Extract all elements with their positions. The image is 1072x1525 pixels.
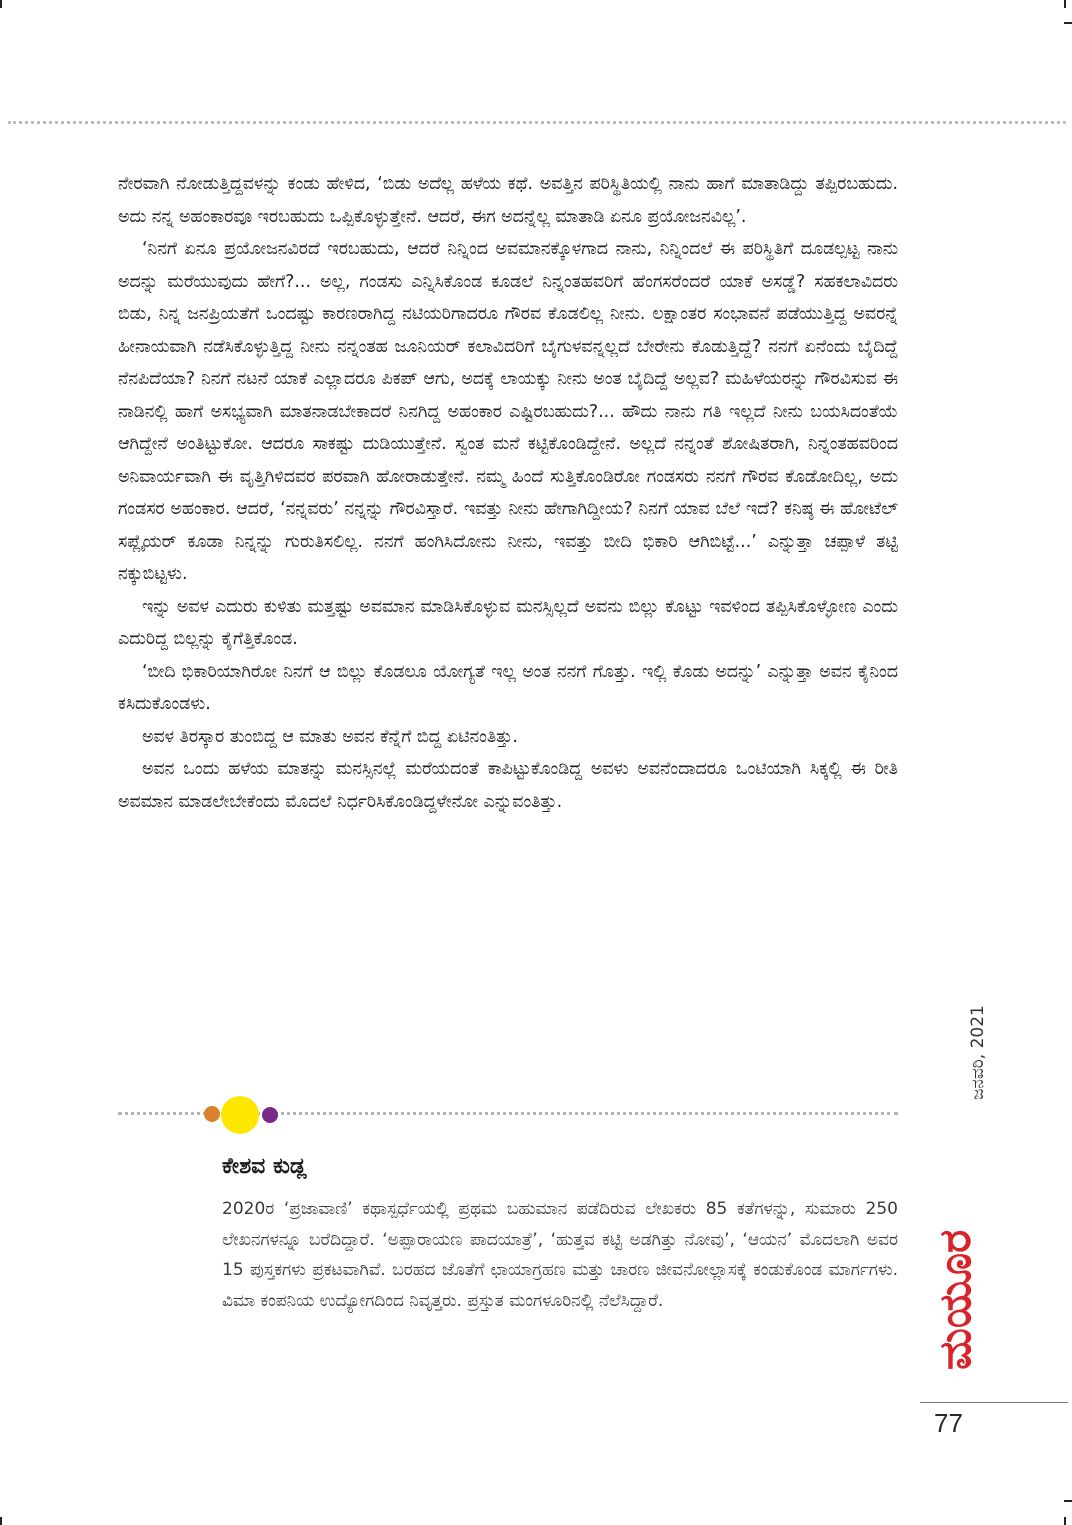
- author-bio: 2020ರ ‘ಪ್ರಜಾವಾಣಿ’ ಕಥಾಸ್ಪರ್ಧೆಯಲ್ಲಿ ಪ್ರಥಮ ಬಹುಮಾನ ಪಡೆದಿರುವ ಲೇಖಕರು 85 ಕತೆಗಳನ್ನು, ಸುಮಾರು 250 ಲೇಖನಗಳನ್ನೂ ಬರೆದಿದ್ದಾರೆ. ‘ಅಪ್ಪಾರಾಯಣ ಪಾದಯಾತ್ರೆ’, ‘ಹುತ್ತವ ಕಟ್ಟಿ ಅಡಗಿತ್ತು ನೋವು’, ‘ಆಯನ’ ಮೊದಲಾಗಿ ಅವರ 15 ಪುಸ್ತಕಗಳು ಪ್ರಕಟವಾಗಿವೆ. ಬರಹದ ಜೊತೆಗೆ ಛಾಯಾಗ್ರಹಣ ಮತ್ತು ಚಾರಣ ಜೀವನೋಲ್ಲಾಸಕ್ಕೆ ಕಂಡುಕೊಂಡ ಮಾರ್ಗಗಳು. ವಿಮಾ ಕಂಪನಿಯ ಉದ್ಯೋಗದಿಂದ ನಿವೃತ್ತರು. ಪ್ರಸ್ತುತ ಮಂಗಳೂರಿನಲ್ಲಿ ನೆಲೆಸಿದ್ದಾರೆ.: [222, 1199, 898, 1311]
- issue-date: ಜನವರಿ, 2021: [968, 1005, 988, 1100]
- story-paragraph: ಅವನ ಒಂದು ಹಳೆಯ ಮಾತನ್ನು ಮನಸ್ಸಿನಲ್ಲೆ ಮರೆಯದಂತೆ ಕಾಪಿಟ್ಟುಕೊಂಡಿದ್ದ ಅವಳು ಅವನೆಂದಾದರೂ ಒಂಟಿಯಾಗಿ ಸಿಕ್ಕಲ್ಲಿ ಈ ರೀತಿ ಅವಮಾನ ಮಾಡಲೇಬೇಕೆಂದು ಮೊದಲೆ ನಿರ್ಧರಿಸಿಕೊಂಡಿದ್ದಳೇನೋ ಎನ್ನುವಂತಿತ್ತು.: [118, 759, 898, 812]
- story-paragraph: ‘ಬೀದಿ ಭಿಕಾರಿಯಾಗಿರೋ ನಿನಗೆ ಆ ಬಿಲ್ಲು ಕೊಡಲೂ ಯೋಗ್ಯತೆ ಇಲ್ಲ ಅಂತ ನನಗೆ ಗೊತ್ತು. ಇಲ್ಲಿ ಕೊಡು ಅದನ್ನು’ ಎನ್ನುತ್ತಾ ಅವನ ಕೈನಿಂದ ಕಸಿದುಕೊಂಡಳು.: [118, 661, 898, 714]
- orange-dot-ornament: [204, 1106, 220, 1122]
- page-number: 77: [934, 1408, 963, 1438]
- section-divider: [118, 1096, 898, 1132]
- purple-dot-ornament: [262, 1107, 278, 1123]
- story-paragraph: ‘ನಿನಗೆ ಏನೂ ಪ್ರಯೋಜನವಿರದೆ ಇರಬಹುದು, ಆದರೆ ನಿನ್ನಿಂದ ಅವಮಾನಕ್ಕೊಳಗಾದ ನಾನು, ನಿನ್ನಿಂದಲೆ ಈ ಪರಿಸ್ಥಿತಿಗೆ ದೂಡಲ್ಪಟ್ಟ ನಾನು ಅದನ್ನು ಮರೆಯುವುದು ಹೇಗೆ?... ಅಲ್ಲ, ಗಂಡಸು ಎನ್ನಿಸಿಕೊಂಡ ಕೂಡಲೆ ನಿನ್ನಂತಹವರಿಗೆ ಹೆಂಗಸರೆಂದರೆ ಯಾಕೆ ಅಸಡ್ಡೆ? ಸಹಕಲಾವಿದರು ಬಿಡು, ನಿನ್ನ ಜನಪ್ರಿಯತೆಗೆ ಒಂದಷ್ಟು ಕಾರಣರಾಗಿದ್ದ ನಟಿಯರಿಗಾದರೂ ಗೌರವ ಕೊಡಲಿಲ್ಲ ನೀನು. ಲಕ್ಷಾಂತರ ಸಂಭಾವನೆ ಪಡೆಯುತ್ತಿದ್ದ ಅವರನ್ನೆ ಹೀನಾಯವಾಗಿ ನಡೆಸಿಕೊಳ್ಳುತ್ತಿದ್ದ ನೀನು ನನ್ನಂತಹ ಜೂನಿಯರ್ ಕಲಾವಿದರಿಗೆ ಬೈಗುಳವನ್ನಲ್ಲದೆ ಬೇರೇನು ಕೊಡುತ್ತಿದ್ದೆ? ನನಗೆ ಏನೆಂದು ಬೈದಿದ್ದೆ ನೆನಪಿದೆಯಾ? ನಿನಗೆ ನಟನೆ ಯಾಕೆ ಎಲ್ಲಾದರೂ ಪಿಕಪ್ ಆಗು, ಅದಕ್ಕೆ ಲಾಯಕ್ಕು ನೀನು ಅಂತ ಬೈದಿದ್ದೆ ಅಲ್ಲವ? ಮಹಿಳೆಯರನ್ನು ಗೌರವಿಸುವ ಈ ನಾಡಿನಲ್ಲಿ ಹಾಗೆ ಅಸಭ್ಯವಾಗಿ ಮಾತನಾಡಬೇಕಾದರೆ ನಿನಗಿದ್ದ ಅಹಂಕಾರ ಎಷ್ಟಿರಬಹುದು?... ಹೌದು ನಾನು ಗತಿ ಇಲ್ಲದೆ ನೀನು ಬಯಸಿದಂತೆಯೆ ಆಗಿದ್ದೇನೆ ಅಂತಿಟ್ಟುಕೋ. ಆದರೂ ಸಾಕಷ್ಟು ದುಡಿಯುತ್ತೇನೆ. ಸ್ವಂತ ಮನೆ ಕಟ್ಟಿಕೊಂಡಿದ್ದೇನೆ. ಅಲ್ಲದೆ ನನ್ನಂತೆ ಶೋಷಿತರಾಗಿ, ನಿನ್ನಂತಹವರಿಂದ ಅನಿವಾರ್ಯವಾಗಿ ಈ ವೃತ್ತಿಗಿಳಿದವರ ಪರವಾಗಿ ಹೋರಾಡುತ್ತೇನೆ. ನಮ್ಮ ಹಿಂದೆ ಸುತ್ತಿಕೊಂಡಿರೋ ಗಂಡಸರು ನನಗೆ ಗೌರವ ಕೊಡೋದಿಲ್ಲ, ಅದು ಗಂಡಸರ ಅಹಂಕಾರ. ಆದರೆ, ‘ನನ್ನವರು’ ನನ್ನನ್ನು ಗೌರವಿಸ್ತಾರೆ. ಇವತ್ತು ನೀನು ಹೇಗಾಗಿದ್ದೀಯ? ನಿನಗೆ ಯಾವ ಬೆಲೆ ಇದೆ? ಕನಿಷ್ಠ ಈ ಹೋಟೆಲ್ ಸಪ್ಲೈಯರ್ ಕೂಡಾ ನಿನ್ನನ್ನು ಗುರುತಿಸಲಿಲ್ಲ. ನನಗೆ ಹಂಗಿಸಿದೋನು ನೀನು, ಇವತ್ತು ಬೀದಿ ಭಿಕಾರಿ ಆಗಿಬಿಟ್ಟೆ...’ ಎನ್ನುತ್ತಾ ಚಪ್ಪಾಳೆ ತಟ್ಟಿ ನಕ್ಕುಬಿಟ್ಟಳು.: [118, 239, 898, 584]
- story-paragraph: ನೇರವಾಗಿ ನೋಡುತ್ತಿದ್ದವಳನ್ನು ಕಂಡು ಹೇಳಿದ, ‘ಬಿಡು ಅದೆಲ್ಲ ಹಳೆಯ ಕಥೆ. ಅವತ್ತಿನ ಪರಿಸ್ಥಿತಿಯಲ್ಲಿ ನಾನು ಹಾಗೆ ಮಾತಾಡಿದ್ದು ತಪ್ಪಿರಬಹುದು. ಅದು ನನ್ನ ಅಹಂಕಾರವೂ ಇರಬಹುದು ಒಪ್ಪಿಕೊಳ್ಳುತ್ತೇನೆ. ಆದರೆ, ಈಗ ಅದನ್ನೆಲ್ಲ ಮಾತಾಡಿ ಏನೂ ಪ್ರಯೋಜನವಿಲ್ಲ’.: [118, 174, 898, 227]
- top-dotted-rule: [8, 121, 1066, 124]
- crop-mark-right-lower: [1064, 1500, 1072, 1502]
- story-paragraph: ಅವಳ ತಿರಸ್ಕಾರ ತುಂಬಿದ್ದ ಆ ಮಾತು ಅವನ ಕೆನ್ನೆಗೆ ಬಿದ್ದ ಏಟಿನಂತಿತ್ತು.: [142, 726, 518, 747]
- author-name: ಕೇಶವ ಕುಡ್ಲ: [222, 1154, 307, 1179]
- crop-mark-bottom-left: [0, 1517, 2, 1525]
- crop-mark-top-right: [1064, 0, 1066, 8]
- crop-mark-bottom-right: [1064, 1517, 1066, 1525]
- story-body: [118, 168, 898, 818]
- yellow-dot-ornament: [221, 1096, 259, 1134]
- page-number-rule: [920, 1402, 1068, 1403]
- magazine-logo: ಮಯೂರ: [930, 1229, 981, 1370]
- crop-mark-top-left: [0, 0, 2, 8]
- story-paragraph: ಇನ್ನು ಅವಳ ಎದುರು ಕುಳಿತು ಮತ್ತಷ್ಟು ಅವಮಾನ ಮಾಡಿಸಿಕೊಳ್ಳುವ ಮನಸ್ಸಿಲ್ಲದೆ ಅವನು ಬಿಲ್ಲು ಕೊಟ್ಟು ಇವಳಿಂದ ತಪ್ಪಿಸಿಕೊಳ್ಳೋಣ ಎಂದು ಎದುರಿದ್ದ ಬಿಲ್ಲನ್ನು ಕೈಗೆತ್ತಿಕೊಂಡ.: [118, 596, 898, 649]
- crop-mark-right-upper: [1064, 22, 1072, 24]
